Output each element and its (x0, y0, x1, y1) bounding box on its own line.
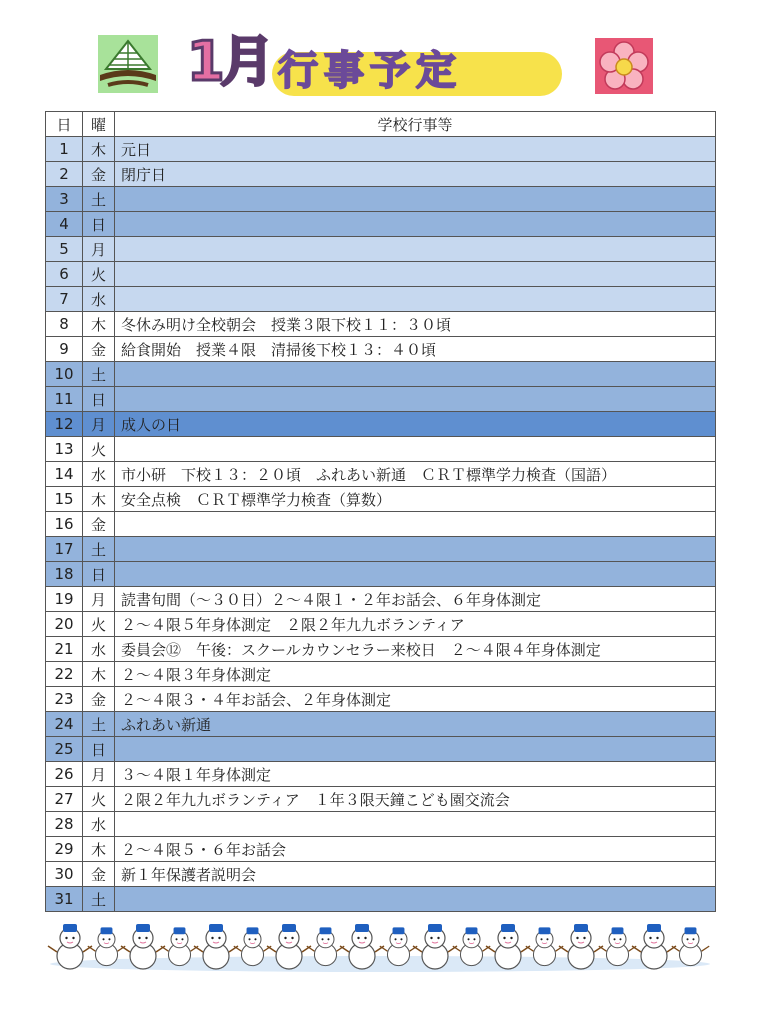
table-row (46, 662, 716, 687)
weekday-cell: 水 (83, 812, 115, 837)
table-row (46, 162, 716, 187)
day-cell: 17 (46, 537, 83, 562)
table-row (46, 687, 716, 712)
table-row (46, 387, 716, 412)
event-cell: 冬休み明け全校朝会 授業３限下校１１：３０頃 (115, 312, 716, 337)
weekday-cell: 木 (83, 487, 115, 512)
event-cell: ２限２年九九ボランティア １年３限天鐘こども園交流会 (115, 787, 716, 812)
event-cell: 成人の日 (115, 412, 716, 437)
day-cell: 8 (46, 312, 83, 337)
event-cell: ２～４限５・６年お話会 (115, 837, 716, 862)
day-cell: 5 (46, 237, 83, 262)
event-cell (115, 187, 716, 212)
weekday-cell: 土 (83, 537, 115, 562)
day-cell: 3 (46, 187, 83, 212)
weekday-cell: 日 (83, 212, 115, 237)
event-cell (115, 562, 716, 587)
month-label: 1月 (187, 30, 271, 93)
weekday-cell: 木 (83, 662, 115, 687)
event-cell (115, 737, 716, 762)
day-cell: 7 (46, 287, 83, 312)
day-cell: 22 (46, 662, 83, 687)
table-row (46, 187, 716, 212)
event-cell: 閉庁日 (115, 162, 716, 187)
event-cell (115, 437, 716, 462)
table-row (46, 212, 716, 237)
table-row (46, 762, 716, 787)
day-cell: 12 (46, 412, 83, 437)
event-cell (115, 212, 716, 237)
weekday-cell: 水 (83, 287, 115, 312)
weekday-cell: 火 (83, 612, 115, 637)
weekday-cell: 水 (83, 637, 115, 662)
event-cell: ２～４限５年身体測定 ２限２年九九ボランティア (115, 612, 716, 637)
weekday-cell: 木 (83, 137, 115, 162)
weekday-cell: 月 (83, 762, 115, 787)
table-row (46, 787, 716, 812)
table-row (46, 887, 716, 912)
snowman-border (45, 920, 716, 980)
header-day: 日 (46, 112, 83, 137)
page-title: 行事予定 (278, 48, 462, 94)
weekday-cell: 木 (83, 837, 115, 862)
weekday-cell: 日 (83, 387, 115, 412)
event-cell: 読書旬間（～３０日）２～４限１・２年お話会、６年身体測定 (115, 587, 716, 612)
day-cell: 14 (46, 462, 83, 487)
table-row (46, 487, 716, 512)
schedule-table (45, 111, 716, 912)
table-row (46, 637, 716, 662)
weekday-cell: 日 (83, 562, 115, 587)
table-row (46, 137, 716, 162)
day-cell: 9 (46, 337, 83, 362)
weekday-cell: 金 (83, 862, 115, 887)
table-row (46, 312, 716, 337)
weekday-cell: 土 (83, 712, 115, 737)
snowman-icon (672, 927, 709, 965)
day-cell: 10 (46, 362, 83, 387)
table-row (46, 612, 716, 637)
event-cell: 元日 (115, 137, 716, 162)
event-cell: ２～４限３・４年お話会、２年身体測定 (115, 687, 716, 712)
weekday-cell: 月 (83, 237, 115, 262)
event-cell (115, 887, 716, 912)
table-row (46, 412, 716, 437)
event-cell (115, 362, 716, 387)
day-cell: 25 (46, 737, 83, 762)
table-row (46, 437, 716, 462)
header-weekday: 曜 (83, 112, 115, 137)
day-cell: 29 (46, 837, 83, 862)
table-row (46, 362, 716, 387)
weekday-cell: 土 (83, 362, 115, 387)
event-cell: 委員会⑫ 午後：スクールカウンセラー来校日 ２～４限４年身体測定 (115, 637, 716, 662)
event-cell: 新１年保護者説明会 (115, 862, 716, 887)
header-events: 学校行事等 (115, 112, 716, 137)
weekday-cell: 木 (83, 312, 115, 337)
weekday-cell: 金 (83, 512, 115, 537)
day-cell: 21 (46, 637, 83, 662)
event-cell (115, 512, 716, 537)
event-cell: ふれあい新通 (115, 712, 716, 737)
event-cell (115, 237, 716, 262)
day-cell: 19 (46, 587, 83, 612)
table-row (46, 537, 716, 562)
day-cell: 1 (46, 137, 83, 162)
table-header-row (46, 112, 716, 137)
table-row (46, 462, 716, 487)
day-cell: 4 (46, 212, 83, 237)
event-cell: 安全点検 ＣＲＴ標準学力検査（算数） (115, 487, 716, 512)
weekday-cell: 日 (83, 737, 115, 762)
event-cell: ２～４限３年身体測定 (115, 662, 716, 687)
day-cell: 2 (46, 162, 83, 187)
weekday-cell: 金 (83, 162, 115, 187)
day-cell: 13 (46, 437, 83, 462)
weekday-cell: 土 (83, 887, 115, 912)
table-row (46, 512, 716, 537)
event-cell (115, 537, 716, 562)
event-cell (115, 387, 716, 412)
pine-icon (98, 35, 158, 93)
table-row (46, 737, 716, 762)
event-cell (115, 262, 716, 287)
event-cell: ３～４限１年身体測定 (115, 762, 716, 787)
table-row (46, 587, 716, 612)
weekday-cell: 土 (83, 187, 115, 212)
plum-blossom-icon (595, 38, 653, 94)
weekday-cell: 火 (83, 787, 115, 812)
table-row (46, 837, 716, 862)
table-row (46, 862, 716, 887)
table-row (46, 262, 716, 287)
day-cell: 30 (46, 862, 83, 887)
day-cell: 23 (46, 687, 83, 712)
day-cell: 31 (46, 887, 83, 912)
event-cell (115, 812, 716, 837)
table-row (46, 712, 716, 737)
day-cell: 24 (46, 712, 83, 737)
weekday-cell: 金 (83, 337, 115, 362)
day-cell: 18 (46, 562, 83, 587)
day-cell: 15 (46, 487, 83, 512)
weekday-cell: 月 (83, 412, 115, 437)
table-row (46, 287, 716, 312)
event-cell: 給食開始 授業４限 清掃後下校１３：４０頃 (115, 337, 716, 362)
day-cell: 28 (46, 812, 83, 837)
day-cell: 11 (46, 387, 83, 412)
table-row (46, 237, 716, 262)
event-cell (115, 287, 716, 312)
header (0, 0, 759, 108)
day-cell: 16 (46, 512, 83, 537)
table-row (46, 337, 716, 362)
table-row (46, 812, 716, 837)
day-cell: 27 (46, 787, 83, 812)
weekday-cell: 金 (83, 687, 115, 712)
day-cell: 6 (46, 262, 83, 287)
weekday-cell: 火 (83, 437, 115, 462)
weekday-cell: 月 (83, 587, 115, 612)
table-row (46, 562, 716, 587)
event-cell: 市小研 下校１３：２０頃 ふれあい新通 ＣＲＴ標準学力検査（国語） (115, 462, 716, 487)
day-cell: 20 (46, 612, 83, 637)
day-cell: 26 (46, 762, 83, 787)
weekday-cell: 水 (83, 462, 115, 487)
weekday-cell: 火 (83, 262, 115, 287)
